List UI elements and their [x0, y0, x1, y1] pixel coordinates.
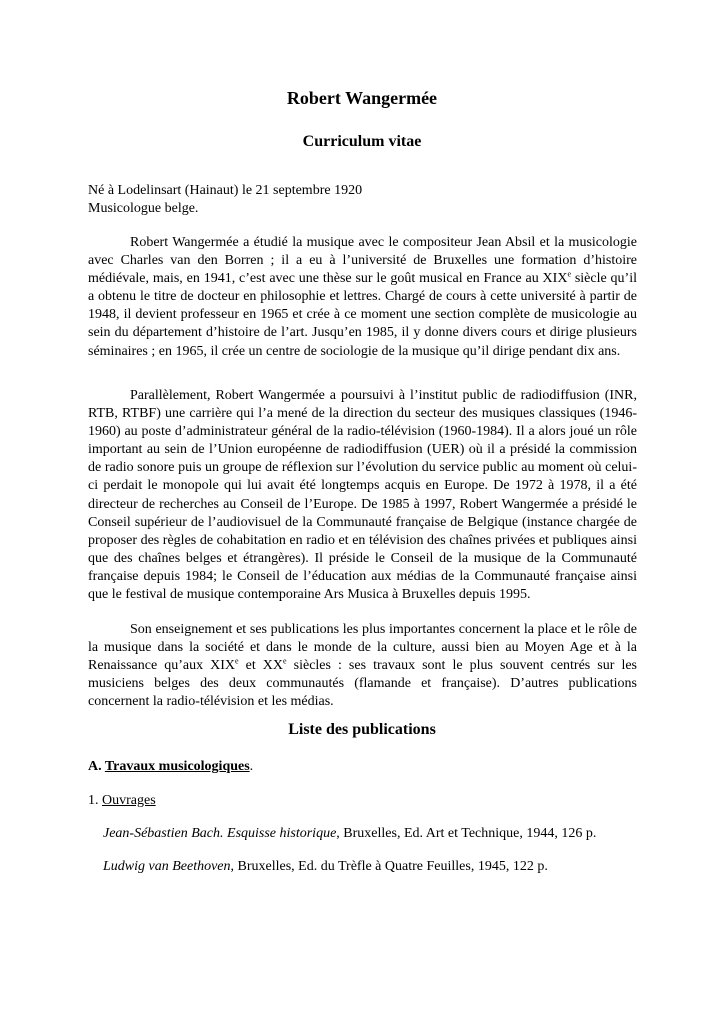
publications-heading: Liste des publications: [288, 721, 436, 738]
superscript: e: [283, 656, 287, 666]
paragraph-text: et XX: [238, 658, 284, 674]
birth-info: [88, 182, 648, 218]
section-label: Travaux musicologiques: [104, 759, 250, 774]
page-title: Robert Wangermée: [286, 88, 438, 108]
publication-title: Jean-Sébastien Bach. Esquisse historique: [103, 826, 337, 841]
publication-title: Ludwig van Beethoven: [103, 859, 231, 874]
publication-item: [103, 825, 703, 843]
paragraph-text: Robert Wangermée a étudié la musique avec le compositeur Jean Absil et la musicologie avec Charles van den Borren ; il a eu à l’université de Bruxelles une formation d’histoire médiévale, mais, en 1941, c’est avec une thèse sur le goût musical en France au XIX: [88, 235, 637, 287]
paragraph-text: siècles : ses travaux sont le plus souvent centrés sur les musiciens belges des deux communautés (flamande et française). D’autres publications concernent la radio-télévision et les médias.: [88, 658, 638, 710]
subsection-1-heading: [88, 792, 156, 810]
biography-paragraph-1: [88, 234, 637, 361]
publication-details: , Bruxelles, Ed. Art et Technique, 1944, 126 p.: [336, 826, 597, 841]
publication-details: , Bruxelles, Ed. du Trèfle à Quatre Feuilles, 1945, 122 p.: [230, 859, 548, 874]
subsection-prefix: 1.: [88, 793, 102, 808]
section-a-heading: [88, 758, 253, 776]
superscript: e: [235, 656, 239, 666]
subsection-label: Ouvrages: [102, 793, 156, 808]
paragraph-text: siècle qu’il a obtenu le titre de docteur en philosophie et lettres. Chargé de cours à cette université à partir de 1948, il devient professeur en 1965 et crée à ce moment une section complète de musicologie au sein du département d’histoire de l’art. Jusqu’en 1985, il y donne divers cours et dirige plusieurs séminaires ; en 1965, il crée un centre de sociologie de la musique qu’il dirige pendant dix ans.: [88, 271, 637, 359]
superscript: e: [567, 269, 571, 279]
profession-line: Musicologue belge.: [88, 201, 199, 216]
biography-paragraph-2: Parallèlement, Robert Wangermée a poursuivi à l’institut public de radiodiffusion (INR, RTB, RTBF) une carrière qui l’a mené de la direction du secteur des musiques classiques (1946-1960) au poste d’administrateur général de la radio-télévision (1960-1984). Il a alors joué un rôle important au sein de l’Union européenne de radiodiffusion (UER) où il a présidé la commission de radio sonore puis un groupe de réflexion sur l’évolution du service public au moment où celui-ci perdait le monopole qui lui avait été longtemps acquis en Europe. De 1972 à 1978, il a été directeur de recherches au Conseil de l’Europe. De 1985 à 1997, Robert Wangermée a présidé le Conseil supérieur de l’audiovisuel de la Communauté française de Belgique (instance chargée de proposer des règles de cohabitation en radio et en télévision des chaînes privées et publiques ainsi que des chaînes belges et étrangères). Il préside le Conseil de la musique de la Communauté française depuis 1984; le Conseil de l’éducation aux médias de la Communauté française ainsi que le festival de musique contemporaine Ars Musica à Bruxelles depuis 1995.: [88, 388, 637, 603]
publication-item: [103, 858, 703, 876]
biography-paragraph-3: [88, 621, 637, 711]
birth-line: Né à Lodelinsart (Hainaut) le 21 septembre 1920: [88, 183, 363, 198]
paragraph-text: Son enseignement et ses publications les plus importantes concernent la place et le rôle de la musique dans la société et dans le monde de la culture, aussi bien au Moyen Age et à la Renaissance qu’aux XIX: [88, 622, 637, 674]
page-subtitle: Curriculum vitae: [302, 133, 422, 150]
section-suffix: .: [249, 759, 254, 774]
section-prefix: A.: [88, 759, 105, 774]
